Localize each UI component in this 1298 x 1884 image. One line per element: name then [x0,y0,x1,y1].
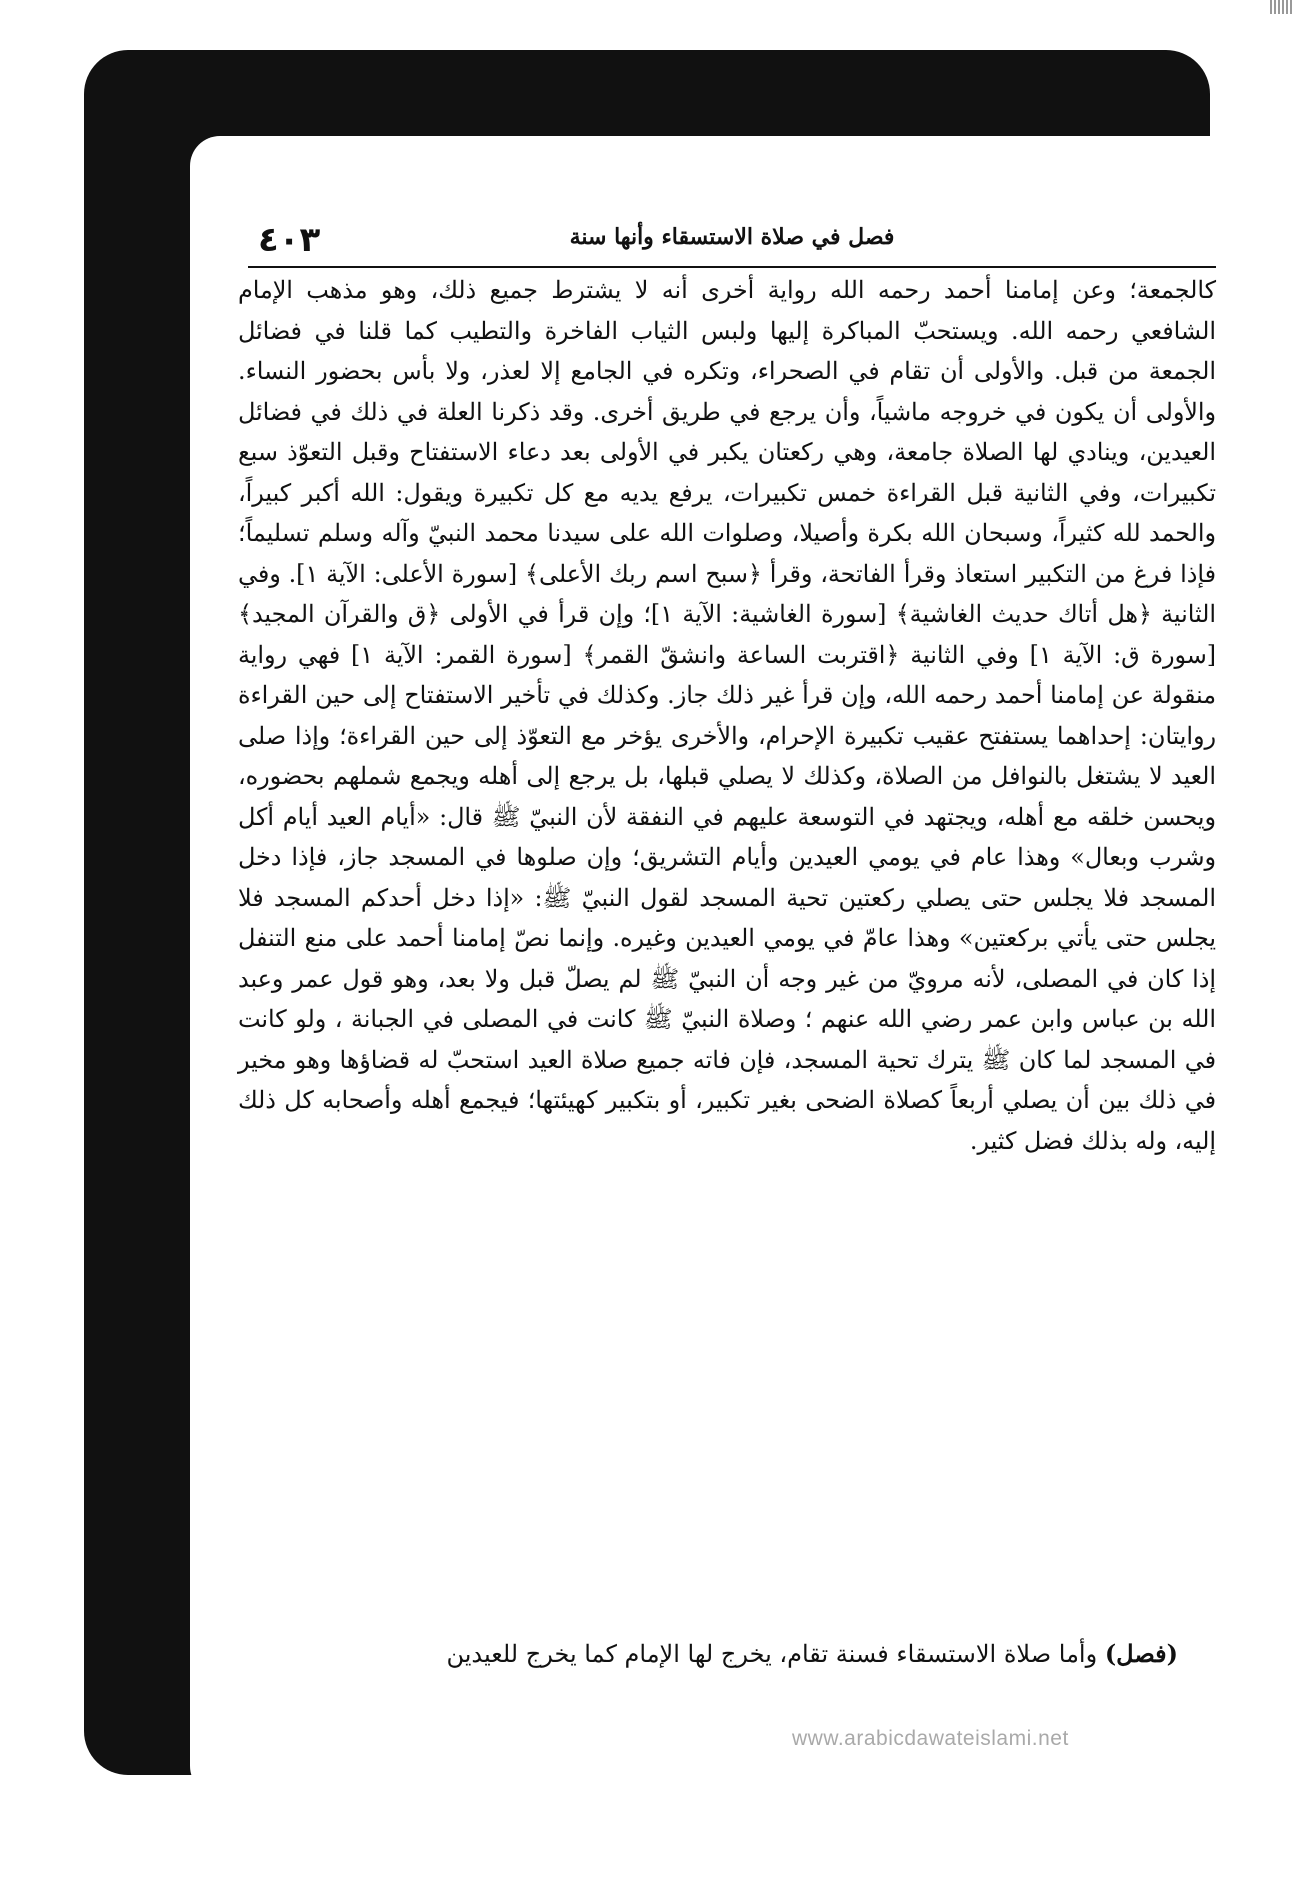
section-start [252,1634,1178,1674]
section-keyword: (فصل) [1104,1639,1178,1668]
running-title: فصل في صلاة الاستسقاء وأنها سنة [569,224,895,250]
page-number: ٤٠٣ [258,220,321,260]
page-header [248,220,1216,268]
watermark: www.arabicdawateislami.net [792,1727,1069,1750]
book-page [190,136,1268,1796]
section-text: وأما صلاة الاستسقاء فسنة تقام، يخرج لها الإمام كما يخرج للعيدين [446,1640,1098,1668]
body-text [238,270,1216,1161]
scan-edge-mark [1270,0,1292,14]
page-frame [84,50,1217,1775]
body-paragraph: كالجمعة؛ وعن إمامنا أحمد رحمه الله رواية أخرى أنه لا يشترط جميع ذلك، وهو مذهب الإمام الشافعي رحمه الله. ويستحبّ المباكرة إليها ولبس الثياب الفاخرة والتطيب كما قلنا في فضائل الجمعة من قبل. والأولى أن تقام في الصحراء، وتكره في الجامع إلا لعذر، ولا بأس بحضور النساء. والأولى أن يكون في خروجه ماشياً، وأن يرجع في طريق أخرى. وقد ذكرنا العلة في ذلك في فضائل العيدين، وينادي لها الصلاة جامعة، وهي ركعتان يكبر في الأولى بعد دعاء الاستفتاح وقبل التعوّذ سبع تكبيرات، وفي الثانية قبل القراءة خمس تكبيرات، يرفع يديه مع كل تكبيرة ويقول: الله أكبر كبيراً، والحمد لله كثيراً، وسبحان الله بكرة وأصيلا، وصلوات الله على سيدنا محمد النبيّ وآله وسلم تسليماً؛ فإذا فرغ من التكبير استعاذ وقرأ الفاتحة، وقرأ ﴿سبح اسم ربك الأعلى﴾ [سورة الأعلى: الآية ١]. وفي الثانية ﴿هل أتاك حديث الغاشية﴾ [سورة الغاشية: الآية ١]؛ وإن قرأ في الأولى ﴿ق والقرآن المجيد﴾ [سورة ق: الآية ١] وفي الثانية ﴿اقتربت الساعة وانشقّ القمر﴾ [سورة القمر: الآية ١] فهي رواية منقولة عن إمامنا أحمد رحمه الله، وإن قرأ غير ذلك جاز. وكذلك في تأخير الاستفتاح إلى حين القراءة روايتان: إحداهما يستفتح عقيب تكبيرة الإحرام، والأخرى يؤخر مع التعوّذ إلى حين القراءة؛ وإذا صلى العيد لا يشتغل بالنوافل من الصلاة، وكذلك لا يصلي قبلها، بل يرجع إلى أهله ويجمع شملهم بحضوره، ويحسن خلقه مع أهله، ويجتهد في التوسعة عليهم في النفقة لأن النبيّ ﷺ قال: «أيام العيد أيام أكل وشرب وبعال» وهذا عام في يومي العيدين وأيام التشريق؛ وإن صلوها في المسجد جاز، فإذا دخل المسجد فلا يجلس حتى يصلي ركعتين تحية المسجد لقول النبيّ ﷺ: «إذا دخل أحدكم المسجد فلا يجلس حتى يأتي بركعتين» وهذا عامّ في يومي العيدين وغيره. وإنما نصّ إمامنا أحمد على منع التنفل إذا كان في المصلى، لأنه مرويّ من غير وجه أن النبيّ ﷺ لم يصلّ قبل ولا بعد، وهو قول عمر وعبد الله بن عباس وابن عمر رضي الله عنهم ؛ وصلاة النبيّ ﷺ كانت في المصلى في الجبانة ، ولو كانت في المسجد لما كان ﷺ يترك تحية المسجد، فإن فاته جميع صلاة العيد استحبّ له قضاؤها وهو مخير في ذلك بين أن يصلي أربعاً كصلاة الضحى بغير تكبير، أو بتكبير كهيئتها؛ فيجمع أهله وأصحابه كل ذلك إليه، وله بذلك فضل كثير. [238,276,1217,1155]
